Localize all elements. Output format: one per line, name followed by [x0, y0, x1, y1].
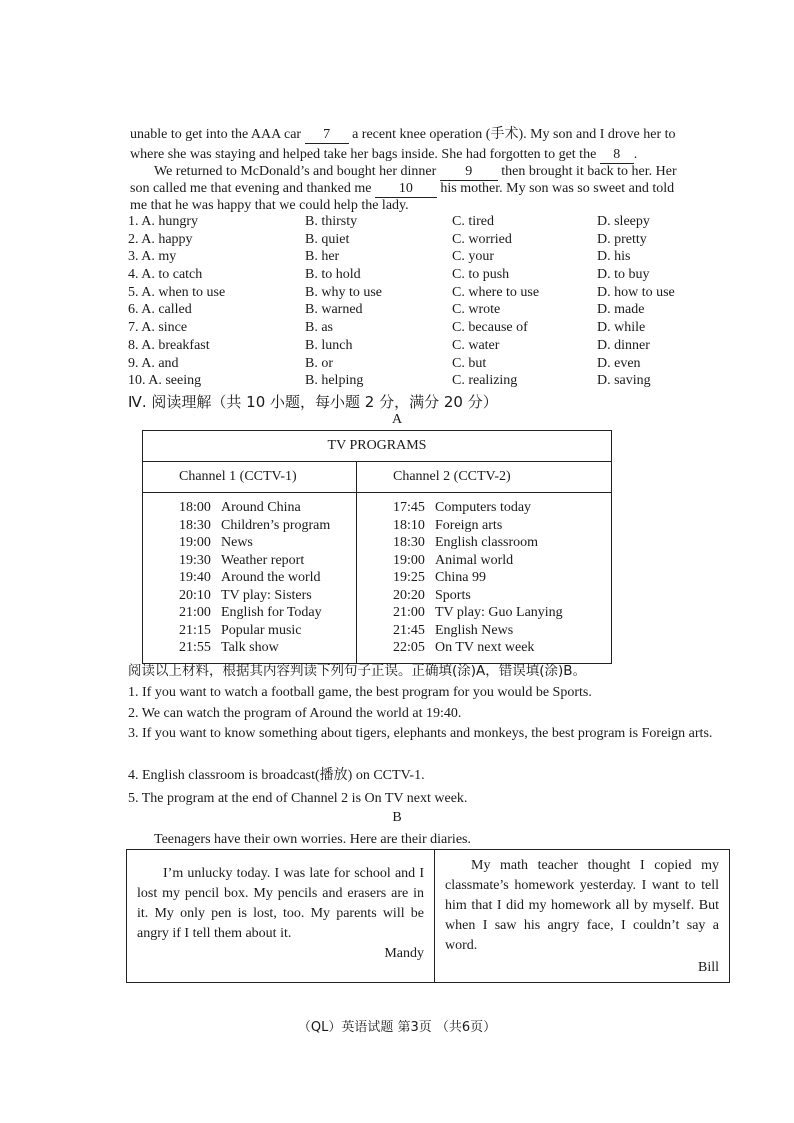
option: B. her — [305, 249, 340, 265]
option: 5. A. when to use — [128, 284, 226, 300]
program-name: Around the world — [221, 570, 321, 585]
program-name: Talk show — [221, 640, 279, 655]
program-row — [393, 604, 611, 622]
option-row — [128, 372, 728, 390]
program-name: Children’s program — [221, 517, 331, 533]
cloze-text: . — [633, 147, 638, 162]
option-row — [128, 355, 728, 373]
option: C. wrote — [452, 302, 501, 318]
cloze-line-5: me that he was happy that we could help the lady. — [130, 198, 409, 213]
option: B. why to use — [305, 284, 382, 300]
cloze-text: where she was staying and helped take her bags inside. She had forgotten to get the — [130, 147, 600, 162]
option-row — [128, 284, 728, 302]
program-name: Popular music — [221, 622, 302, 638]
program-row — [179, 587, 356, 605]
program-row — [393, 639, 611, 657]
question-5: 5. The program at the end of Channel 2 is On TV next week. — [128, 791, 468, 806]
program-name: English for Today — [221, 605, 322, 620]
program-name: Foreign arts — [435, 517, 503, 533]
program-time: 22:05 — [393, 640, 425, 655]
channel-1-schedule — [143, 493, 357, 664]
option: C. water — [452, 337, 500, 353]
option: B. warned — [305, 302, 363, 318]
diary-signature: Mandy — [384, 946, 424, 961]
program-time: 19:00 — [393, 552, 425, 568]
option-row — [128, 231, 728, 249]
instruction-text: 阅读以上材料，根据其内容判读下列句子正误。正确填(涂)A，错误填(涂)B。 — [128, 663, 587, 679]
option: D. made — [597, 302, 645, 318]
program-time: 20:20 — [393, 587, 425, 603]
program-row — [393, 622, 611, 640]
program-name: Weather report — [221, 552, 305, 568]
option: 10. A. seeing — [128, 373, 202, 389]
program-time: 21:15 — [179, 622, 211, 638]
channel-2-header: Channel 2 (CCTV-2) — [357, 462, 612, 493]
program-time: 21:45 — [393, 622, 425, 638]
program-name: Sports — [435, 587, 471, 603]
cloze-text: a recent knee operation (手术). My son and I drove her to — [348, 127, 676, 142]
diary-signature: Bill — [697, 960, 719, 975]
program-row — [179, 517, 356, 535]
tv-programs-table — [142, 430, 612, 664]
program-time: 18:30 — [179, 517, 211, 533]
diary-bill — [435, 850, 729, 982]
program-name: China 99 — [435, 570, 486, 585]
program-time: 18:30 — [393, 535, 425, 550]
option: D. while — [597, 320, 646, 336]
blank-10: 10 — [375, 180, 437, 198]
option: B. as — [305, 320, 333, 336]
option: D. pretty — [597, 231, 647, 247]
passage-b-letter: B — [392, 810, 402, 825]
program-time: 18:00 — [179, 500, 211, 515]
program-name: News — [221, 535, 253, 550]
question-4: 4. English classroom is broadcast(播放) on CCTV-1. — [128, 768, 425, 783]
program-name: On TV next week — [435, 640, 535, 655]
option: C. where to use — [452, 284, 540, 300]
option: D. his — [597, 249, 631, 265]
cloze-text: We returned to McDonald’s and bought her dinner — [154, 164, 440, 179]
blank-7: 7 — [305, 126, 349, 144]
option: C. because of — [452, 320, 528, 336]
program-name: English classroom — [435, 535, 539, 550]
program-row — [179, 622, 356, 640]
program-time: 20:10 — [179, 587, 211, 603]
program-row — [179, 552, 356, 570]
program-name: TV play: Sisters — [221, 587, 312, 603]
program-time: 21:55 — [179, 640, 211, 655]
option: C. worried — [452, 231, 512, 247]
cloze-line-1 — [130, 126, 725, 144]
option: D. saving — [597, 373, 651, 389]
program-time: 19:25 — [393, 570, 425, 585]
program-name: Computers today — [435, 500, 532, 515]
diary-text: My math teacher thought I copied my classmate’s homework yesterday. I want to tell him that I did my homework all by myself. But when I saw his angry face, I couldn’t say a word. — [445, 858, 719, 953]
option: B. helping — [305, 373, 364, 389]
program-row — [179, 569, 356, 587]
blank-8: 8 — [600, 146, 634, 164]
question-3: 3. If you want to know something about tigers, elephants and monkeys, the best program is Foreign arts. — [128, 726, 713, 741]
cloze-line-2 — [130, 146, 725, 164]
option-row — [128, 266, 728, 284]
option: 8. A. breakfast — [128, 337, 210, 353]
option: C. to push — [452, 267, 510, 283]
cloze-text: his mother. My son was so sweet and told — [436, 181, 675, 196]
program-row — [179, 639, 356, 657]
diary-table — [126, 849, 730, 983]
option: C. but — [452, 355, 487, 371]
option: 3. A. my — [128, 249, 177, 265]
cloze-text: son called me that evening and thanked me — [130, 181, 375, 196]
program-row — [393, 534, 611, 552]
question-1: 1. If you want to watch a football game, the best program for you would be Sports. — [128, 685, 592, 700]
option: 7. A. since — [128, 320, 188, 336]
option-row — [128, 248, 728, 266]
option: D. sleepy — [597, 214, 650, 229]
cloze-line-3 — [154, 163, 726, 181]
passage-a-letter: A — [391, 412, 403, 427]
program-time: 21:00 — [179, 605, 211, 620]
channel-1-header: Channel 1 (CCTV-1) — [143, 462, 357, 493]
page-footer: （QL）英语试题 第3页 （共6页） — [297, 1020, 497, 1035]
passage-b-intro: Teenagers have their own worries. Here are their diaries. — [154, 832, 471, 847]
program-row — [179, 534, 356, 552]
option-row — [128, 301, 728, 319]
diary-text: I’m unlucky today. I was late for school and I lost my pencil box. My pencils and erasers are in it. My only pen is lost, too. My parents will be angry if I tell them about it. — [137, 866, 424, 941]
program-time: 18:10 — [393, 517, 425, 533]
option: D. even — [597, 355, 641, 371]
program-row — [393, 552, 611, 570]
cloze-line-4 — [130, 180, 725, 198]
option: C. your — [452, 249, 494, 265]
option: 1. A. hungry — [128, 214, 198, 229]
option: C. realizing — [452, 373, 518, 389]
option: 6. A. called — [128, 302, 192, 318]
question-2: 2. We can watch the program of Around the world at 19:40. — [128, 706, 462, 721]
program-time: 19:30 — [179, 552, 211, 568]
program-time: 21:00 — [393, 605, 425, 620]
program-time: 19:40 — [179, 570, 211, 585]
diary-mandy — [127, 850, 435, 982]
option: B. to hold — [305, 267, 361, 283]
blank-9: 9 — [440, 163, 498, 181]
option: D. how to use — [597, 284, 675, 300]
cloze-text: unable to get into the AAA car — [130, 127, 305, 142]
program-name: TV play: Guo Lanying — [435, 605, 563, 620]
option: B. quiet — [305, 231, 350, 247]
option-row — [128, 319, 728, 337]
option: D. dinner — [597, 337, 650, 353]
option: B. thirsty — [305, 214, 358, 229]
option: B. or — [305, 355, 333, 371]
option: 9. A. and — [128, 355, 179, 371]
option: 4. A. to catch — [128, 267, 203, 283]
options-list — [128, 213, 728, 390]
program-time: 19:00 — [179, 535, 211, 550]
program-row — [393, 517, 611, 535]
option: 2. A. happy — [128, 231, 193, 247]
program-row — [393, 499, 611, 517]
program-name: Animal world — [435, 552, 514, 568]
section-title: Ⅳ. 阅读理解（共 10 小题，每小题 2 分，满分 20 分） — [128, 393, 498, 411]
option: D. to buy — [597, 267, 650, 283]
program-row — [179, 604, 356, 622]
program-row — [393, 587, 611, 605]
cloze-text: then brought it back to her. Her — [497, 164, 677, 179]
option-row — [128, 337, 728, 355]
option-row — [128, 213, 728, 231]
program-row — [393, 569, 611, 587]
program-name: English News — [435, 622, 514, 638]
program-row — [179, 499, 356, 517]
program-name: Around China — [221, 500, 301, 515]
option: B. lunch — [305, 337, 353, 353]
program-time: 17:45 — [393, 500, 425, 515]
channel-2-schedule — [357, 493, 612, 664]
option: C. tired — [452, 214, 494, 229]
table-title: TV PROGRAMS — [143, 431, 612, 462]
